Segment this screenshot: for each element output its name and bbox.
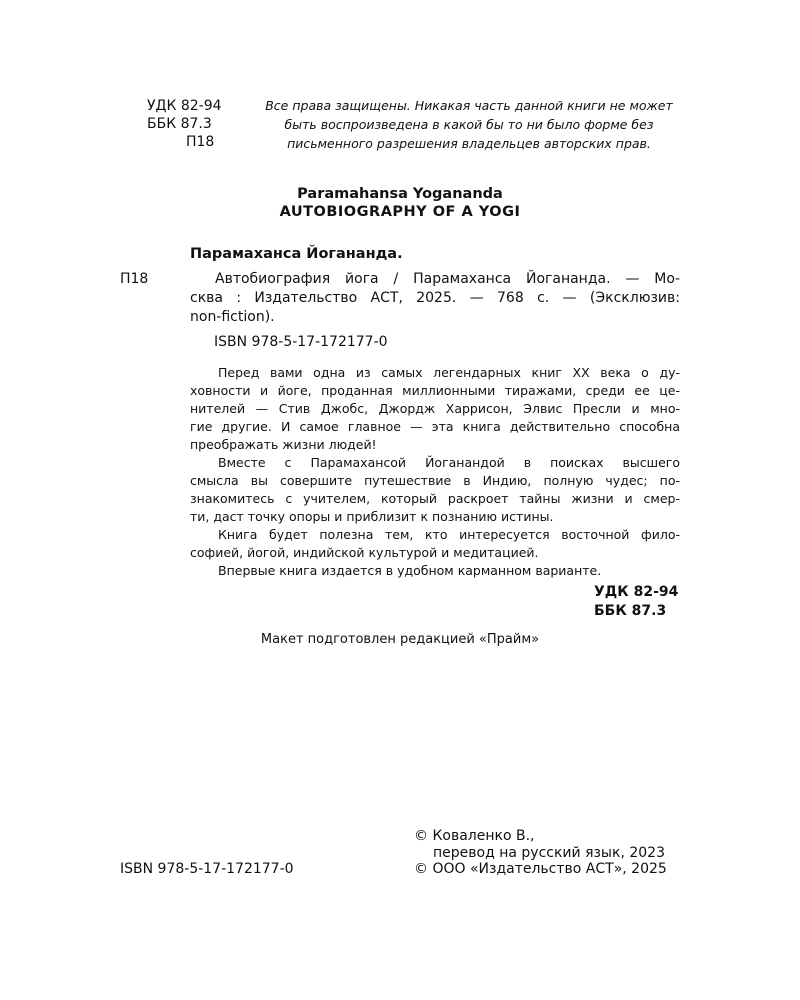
annotation-line: Впервые книга издается в удобном карманном варианте. bbox=[218, 563, 602, 578]
annotation-line: смысла вы совершите путешествие в Индию, полную чудес; по- bbox=[190, 473, 680, 488]
rights-line: Все права защищены. Никакая часть данной книги не может bbox=[265, 98, 673, 113]
copyright-line: © ООО «Издательство АСТ», 2025 bbox=[414, 861, 667, 877]
original-author: Paramahansa Yogananda bbox=[297, 186, 503, 202]
annotation-line: Вместе с Парамахансой Йоганандой в поисках высшего bbox=[218, 455, 680, 470]
rights-line: письменного разрешения владельцев авторских прав. bbox=[287, 136, 651, 151]
biblio-line: Автобиография йога / Парамаханса Йогананда. — Мо- bbox=[215, 271, 680, 287]
author-heading: Парамаханса Йогананда. bbox=[190, 246, 403, 262]
annotation-line: ховности и йоге, проданная миллионными тиражами, среди ее це- bbox=[190, 383, 680, 398]
annotation-line: нителей — Стив Джобс, Джордж Харрисон, Элвис Пресли и мно- bbox=[190, 401, 680, 416]
copyright-block bbox=[414, 828, 667, 878]
layout-credit: Макет подготовлен редакцией «Прайм» bbox=[260, 632, 540, 647]
classification-bottom bbox=[594, 583, 678, 621]
annotation-line: Перед вами одна из самых легендарных книг XX века о ду- bbox=[218, 365, 680, 380]
bbk-code-top: ББК 87.3 bbox=[147, 116, 212, 132]
annotation-line: софией, йогой, индийской культурой и медитацией. bbox=[190, 545, 539, 560]
author-mark-top: П18 bbox=[186, 134, 215, 150]
annotation-line: знакомитесь с учителем, который раскроет тайны жизни и смер- bbox=[190, 491, 680, 506]
udk-code-top: УДК 82-94 bbox=[147, 98, 222, 114]
author-mark-side: П18 bbox=[120, 271, 149, 287]
annotation-line: ти, даст точку опоры и приблизит к познанию истины. bbox=[190, 509, 554, 524]
copyright-line: © Коваленко В., bbox=[414, 828, 535, 844]
udk-code-bottom: УДК 82-94 bbox=[594, 584, 679, 600]
isbn-bottom: ISBN 978-5-17-172177-0 bbox=[120, 861, 294, 877]
bbk-code-bottom: ББК 87.3 bbox=[594, 603, 667, 619]
annotation bbox=[190, 364, 680, 580]
annotation-line: Книга будет полезна тем, кто интересуется восточной фило- bbox=[218, 527, 680, 542]
rights-notice bbox=[256, 96, 682, 153]
annotation-line: гие другие. И самое главное — эта книга действительно способна bbox=[190, 419, 680, 434]
biblio-line: сква : Издательство АСТ, 2025. — 768 с. — (Эксклюзив: bbox=[190, 290, 680, 306]
original-title: AUTOBIOGRAPHY OF A YOGI bbox=[279, 204, 521, 220]
isbn-record: ISBN 978-5-17-172177-0 bbox=[214, 334, 388, 350]
biblio-line: non-fiction). bbox=[190, 309, 275, 325]
rights-line: быть воспроизведена в какой бы то ни было форме без bbox=[284, 117, 654, 132]
bibliographic-description bbox=[190, 270, 680, 327]
copyright-line: перевод на русский язык, 2023 bbox=[433, 844, 665, 861]
annotation-line: преображать жизни людей! bbox=[190, 437, 377, 452]
